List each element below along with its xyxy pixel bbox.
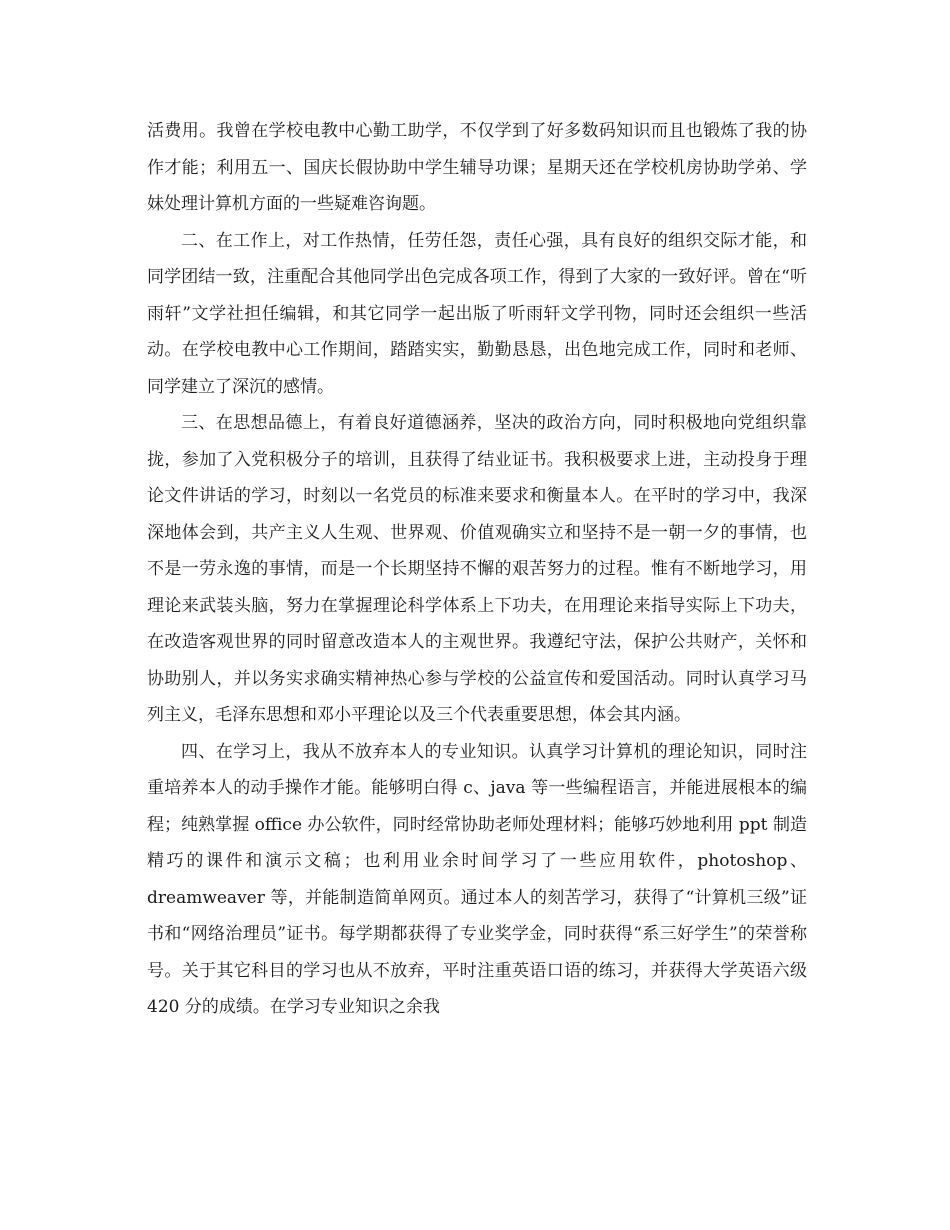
paragraph-continuation: 活费用。我曾在学校电教中心勤工助学，不仅学到了好多数码知识而且也锻炼了我的协作才能；利用五一、国庆长假协助中学生辅导功课；星期天还在学校机房协助学弟、学妹处理计算机方面的一些疑难咨询题。	[147, 121, 807, 214]
paragraph-study: 四、在学习上，我从不放弃本人的专业知识。认真学习计算机的理论知识，同时注重培养本人的动手操作才能。能够明白得 c、java 等一些编程语言，并能进展根本的编程；纯熟掌握 office 办公软件，同时经常协助老师处理材料；能够巧妙地利用 ppt 制造精巧的课件和演示文稿；也利用业余时间学习了一些应用软件，photoshop、dreamweaver 等，并能制造简单网页。通过本人的刻苦学习，获得了“计算机三级”证书和“网络治理员”证书。每学期都获得了专业奖学金，同时获得“系三好学生”的荣誉称号。关于其它科目的学习也从不放弃，平时注重英语口语的练习，并获得大学英语六级 420 分的成绩。在学习专业知识之余我	[147, 741, 807, 1017]
paragraph-ideology: 三、在思想品德上，有着良好道德涵养，坚决的政治方向，同时积极地向党组织靠拢，参加了入党积极分子的培训，且获得了结业证书。我积极要求上进，主动投身于理论文件讲话的学习，时刻以一名党员的标准来要求和衡量本人。在平时的学习中，我深深地体会到，共产主义人生观、世界观、价值观确实立和坚持不是一朝一夕的事情，也不是一劳永逸的事情，而是一个长期坚持不懈的艰苦努力的过程。惟有不断地学习，用理论来武装头脑，努力在掌握理论科学体系上下功夫，在用理论来指导实际上下功夫，在改造客观世界的同时留意改造本人的主观世界。我遵纪守法，保护公共财产，关怀和协助别人，并以务实求确实精神热心参与学校的公益宣传和爱国活动。同时认真学习马列主义，毛泽东思想和邓小平理论以及三个代表重要思想，体会其内涵。	[147, 413, 807, 725]
paragraph-work: 二、在工作上，对工作热情，任劳任怨，责任心强，具有良好的组织交际才能，和同学团结一致，注重配合其他同学出色完成各项工作，得到了大家的一致好评。曾在“听雨轩”文学社担任编辑，和其它同学一起出版了听雨轩文学刊物，同时还会组织一些活动。在学校电教中心工作期间，踏踏实实，勤勤恳恳，出色地完成工作，同时和老师、同学建立了深沉的感情。	[147, 230, 807, 397]
document-body	[147, 113, 807, 1026]
